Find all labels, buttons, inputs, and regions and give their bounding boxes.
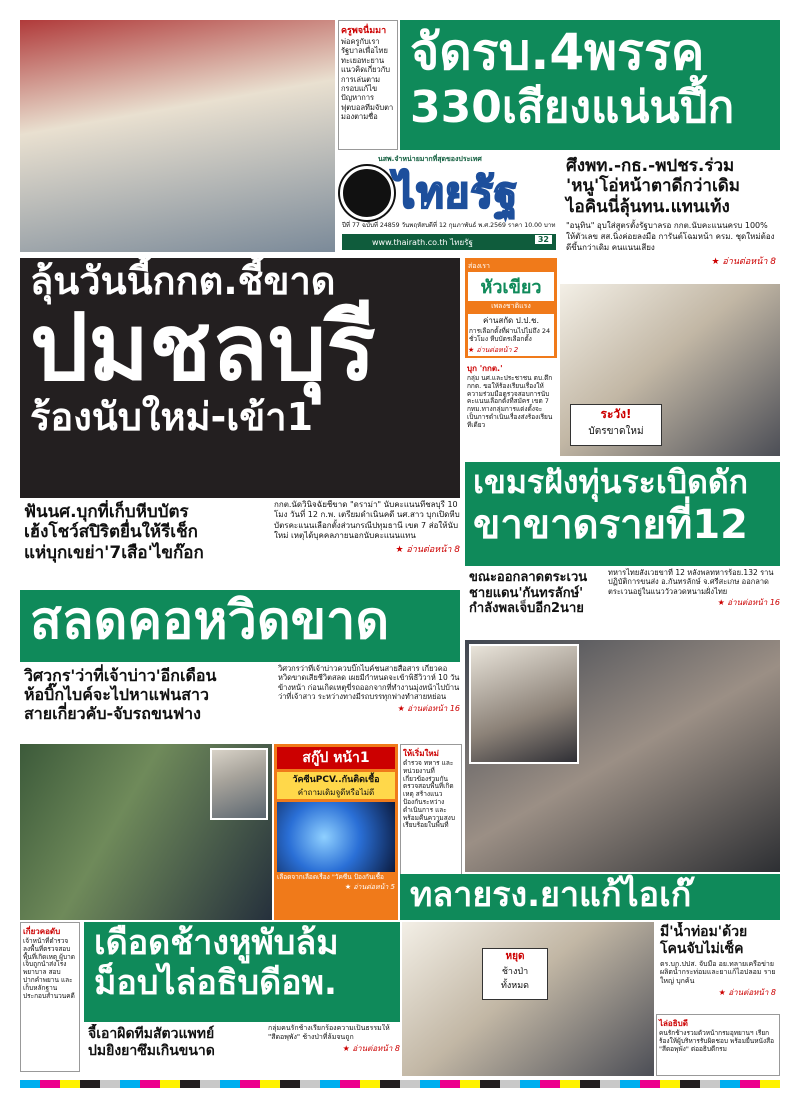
top-headline-block (400, 20, 780, 150)
promo-subtitle: คำถามเดิมจูดีหรือไม่ดี (277, 786, 395, 799)
elephant-sub-1: จี้เอาผิดทีมสัตวแพทย์ (88, 1026, 215, 1042)
top-photo-tea-ceremony (20, 20, 335, 252)
cambodia-sub-1: ขณะออกลาดตระเวน (469, 570, 588, 585)
cambodia-sub-block (465, 568, 605, 638)
crime-sub-block (20, 664, 274, 742)
politics-sub-block (562, 152, 780, 282)
cambodia-headline-1: เขมรฝังทุ่นระเบิดดัก (473, 463, 748, 501)
politics-sub-1: ศึงพท.-กธ.-พปชร.ร่วม (566, 156, 735, 176)
drug-raid-photo (465, 640, 780, 872)
green-box-more[interactable]: ★ อ่านต่อหน้า 2 (468, 345, 554, 356)
promo-image (277, 802, 395, 872)
color-registration-strip (20, 1080, 780, 1088)
green-box-title: หัวเขียว (468, 272, 554, 301)
top-headline-line-1: จัดรบ.4พรรค (410, 23, 705, 81)
elephant-protest-photo (402, 922, 654, 1076)
mid-note-title: บุก 'กกต.' (467, 364, 503, 373)
promo-title: วัคซีนPCV..กันติดเชื้อ (277, 772, 395, 786)
lead-line-3: ร้องนับใหม่-เข้า1 (30, 394, 314, 439)
emblem-icon (340, 166, 394, 220)
cambodia-more[interactable]: ★ อ่านต่อหน้า 16 (717, 598, 780, 608)
protest-sign-line-2: ช้างป่า (501, 967, 529, 977)
protest-sign-line-3: ทั้งหมด (500, 981, 530, 991)
crime-sub-1: วิศวกร'ว่าที่เจ้าบ่าว'อีกเดือน (24, 666, 217, 685)
elephant-sub-2: ปมยิงยาซึมเกินขนาด (88, 1042, 215, 1059)
elephant-more[interactable]: ★ อ่านต่อหน้า 8 (342, 1043, 400, 1053)
columnist-title: ครูพจนื่มมา (341, 26, 387, 36)
cambodia-headline-block (465, 462, 780, 566)
crime-body: วิศวกรว่าที่เจ้าบ่าวควบบิ๊กไบค์ชนสายสื่อสาร เกี่ยวคอหวิดขาดเสียชีวิตสลด เผยมีกำหนดจะเข้าพิธีวิวาห์ 10 วันข้างหน้า ก่อนเกิดเหตุขี่รถออกจากที่ทำงานมุ่งหน้าไปบ้านว่าที่เจ้าสาว ระหว่างทางมีรถบรรทุกฟางทำสายหย่อน (278, 664, 460, 702)
tv-badge: 32 (535, 235, 552, 244)
drugs-body: ตร.บก.ปปส. จับมือ อย.ทลายเครือข่ายผลิตน้ำกระท่อมและยาแก้ไอปลอม รายใหญ่ บุกค้น (660, 959, 776, 986)
lead-body: กกต.นัดวินิจฉัยชี้ขาด "ดราม่า" นับคะแนนที่ชลบุรี 10 โมง วันที่ 12 ก.พ. เตรียมดำเนินคดี นศ.สาว บุกเปิดหีบบัตรคะแนนเลือกตั้งส่วนกรณีปทุมธานี เขต 7 ส่อให้นับใหม่ เหตุได้บุคคลภายนอกนับคะแนนแทน (274, 500, 460, 541)
elephant-body: กลุ่มคนรักช้างเรียกร้องความเป็นธรรมให้ "สีดอพุพัง" ช้างป่าที่ล้มจนถูก (268, 1024, 390, 1041)
protest-sign-line-1: หยุด (505, 951, 525, 962)
promo-box (274, 744, 398, 920)
side-note-title: ให้เริ่มใหม่ (403, 749, 439, 758)
elephant-headline-2: ม็อบไล่อธิบดีอพ. (94, 962, 337, 1003)
masthead-url[interactable]: www.thairath.co.th ไทยรัฐ (372, 238, 473, 247)
green-box-label: ส่องเรา (468, 262, 490, 270)
protest-photo (560, 284, 780, 456)
drugs-more[interactable]: ★ อ่านต่อหน้า 8 (718, 987, 776, 997)
crime-sub-3: สายเกี่ยวคับ-จับรถขนฟาง (24, 704, 201, 724)
masthead-url-bar (342, 234, 556, 250)
masthead-logo: ไทยรัฐ (394, 168, 519, 217)
green-box-line: ค่านสกัด ป.ป.ช. (468, 314, 554, 327)
lead-sub-block (20, 500, 270, 586)
mid-note (465, 360, 557, 460)
lead-more[interactable]: ★ อ่านต่อหน้า 8 (395, 544, 460, 555)
green-box-subtitle: เพลงชาติแรง (491, 302, 531, 310)
promo-badge: สกู๊ป หน้า1 (277, 747, 395, 769)
lead-sub-1: ฟันนศ.บุกที่เก็บหีบบัตร (24, 502, 189, 522)
elephant-sub-block (84, 1024, 264, 1074)
elephant-body-block (268, 1024, 400, 1074)
crime-photo-portrait (210, 748, 268, 820)
green-box-body: การเลือกตั้งที่ผ่านไปไม่ถึง 24 ชั่วโมง หีบบัตรเลือกตั้ง (468, 327, 554, 345)
cambodia-sub-3: กำลังพลเจ็บอีก2นาย (469, 601, 584, 617)
lead-body-block (274, 500, 460, 586)
masthead (338, 152, 560, 256)
crime-sub-2: ห้อบิ๊กไบค์จะไปหาแฟนสาว (24, 685, 209, 705)
mid-note-body: กลุ่ม นศ.และประชาชน ตบ.ตึก กกต. ขอให้ร้องเรียนเรื่องให้ความร่วมมือตรวจสอบการนับคะแนนเลือกตั้งที่สมัคร เขต 7 กทม.ทางกลุ่มการแต่งตั้งจะเป็นการดำเนินเรื่องส่งร้องเรียนทีเดียว (467, 374, 553, 429)
cambodia-body-block (608, 568, 780, 638)
columnist-box (338, 20, 398, 150)
bottom-left-note (20, 922, 80, 1072)
drugs-headline-block (400, 874, 780, 920)
lead-headline-block (20, 258, 460, 498)
politics-body: "อนุทิน" อุบใส่สูตรตั้งรัฐบาลรอ กกต.นับคะแนนครบ 100% ให้ตัวเลข สส.นิ่งค่อยลงมือ การันต์โฉมหน้า ครม. ชุดใหม่ต้องดีขึ้นกว่าเดิม คนแนนเสียง (566, 221, 775, 252)
elephant-headline-block (84, 922, 400, 1022)
sign-line-1: ระวัง! (600, 407, 632, 421)
crime-headline-block (20, 590, 460, 662)
politics-sub-3: ไอคินนี่ลุ้นทน.แทนเท้ง (566, 196, 730, 217)
masthead-issue: ปีที่ 77 ฉบับที่ 24859 วันพฤหัสบดีที่ 12 กุมภาพันธ์ พ.ศ.2569 ราคา 10.00 บาท (342, 222, 556, 229)
masthead-slogan: นสพ.จำหน่ายมากที่สุดของประเทศ (378, 155, 482, 163)
lead-line-1: ลุ้นวันนี้กกต.ชี้ขาด (30, 259, 336, 303)
protest-sign (570, 404, 662, 446)
lead-sub-3: แห่บุกเขย่า'7เสือ'ไขก๊อก (24, 542, 204, 563)
sign-line-2: บัตรขาดใหม่ (588, 426, 644, 437)
top-headline-line-2: 330เสียงแน่นปึ้ก (410, 81, 735, 133)
bottom-left-note-title: เกี่ยวคอดับ (23, 927, 61, 936)
crime-headline: สลดคอหวิดขาด (30, 591, 390, 651)
crime-body-block (278, 664, 460, 742)
promo-more[interactable]: ★ อ่านต่อหน้า 5 (344, 882, 395, 891)
cambodia-body: ทหารไทยสังเวยขาที่ 12 หลังพลทหารร้อย.132 รานปฏิบัติการขนส่ง อ.กันทรลักษ์ จ.ศรีสะเกษ ออกลาดตระเวนอยู่ในแนววัวลวดหนามฝั่งไทย (608, 568, 774, 596)
lead-line-2: ปมชลบุรี (30, 293, 376, 401)
politics-sub-2: 'หนู'โอ่หน้าตาดีกว่าเดิม (566, 176, 741, 197)
bottom-left-note-body: เจ้าหน้าที่ตำรวจลงพื้นที่ตรวจสอบพื้นที่เกิดเหตุ ผู้บาดเจ็บถูกนำส่งโรงพยาบาล สอบปากคำพยาน และเก็บหลักฐานประกอบสำนวนคดี (23, 937, 75, 1000)
drugs-sub-1: มี'น้ำท่อม'ด้วย (660, 924, 748, 940)
elephant-headline-1: เดือดช้างหูพับล้ม (94, 923, 339, 963)
columnist-text: พ่อครูกับเรา รัฐบาลเพื่อไทยทะเยอทะยาน แนวคิดเกี่ยวกับการเล่นตามกรอบแก้ไขปัญหาการฟุตบอลทีมจับตามองตามชื่อ (341, 37, 394, 121)
cambodia-headline-2: ขาขาดรายที่12 (473, 501, 748, 548)
drugs-sub-2: โคนจับไม่เซ็ค (660, 940, 744, 957)
bottom-right-note-body: คนรักช้างรวมตัวหน้ากรมอุทยานฯ เรียกร้องให้ผู้บริหารรับผิดชอบ พร้อมยื่นหนังสือ "สีดอพุพัง" ต่ออธิบดีกรม (659, 1029, 775, 1053)
drugs-sub-block (656, 922, 780, 1012)
politics-more[interactable]: ★ อ่านต่อหน้า 8 (711, 256, 776, 267)
green-column-box (465, 258, 557, 358)
lead-sub-2: เฮ้งโชว์สปิริตยื่นให้รีเช็ก (24, 522, 198, 543)
bottom-right-note-title: ไล่อธิบดี (659, 1019, 688, 1028)
side-note-body: ตำรวจ ทหาร และหน่วยงานที่เกี่ยวข้องร่วมกันตรวจสอบพื้นที่เกิดเหตุ สร้างแนวป้องกันระหว่างดำเนินการ และพร้อมคืนความสงบเรียบร้อยในพื้นที่ (403, 759, 455, 830)
protest-sign-elephant (482, 948, 548, 1000)
cambodia-sub-2: ชายแดน'กันทรลักษ์' (469, 585, 584, 601)
bottom-right-note (656, 1014, 780, 1076)
inset-official-photo (469, 644, 579, 764)
promo-caption: เลือดจากเลือดเรื่อง "วัคซีน ป้องกันเชื้อ (277, 873, 384, 881)
drugs-headline: ทลายรง.ยาแก้ไอเก๊ (410, 875, 692, 915)
crime-more[interactable]: ★ อ่านต่อหน้า 16 (397, 703, 460, 713)
